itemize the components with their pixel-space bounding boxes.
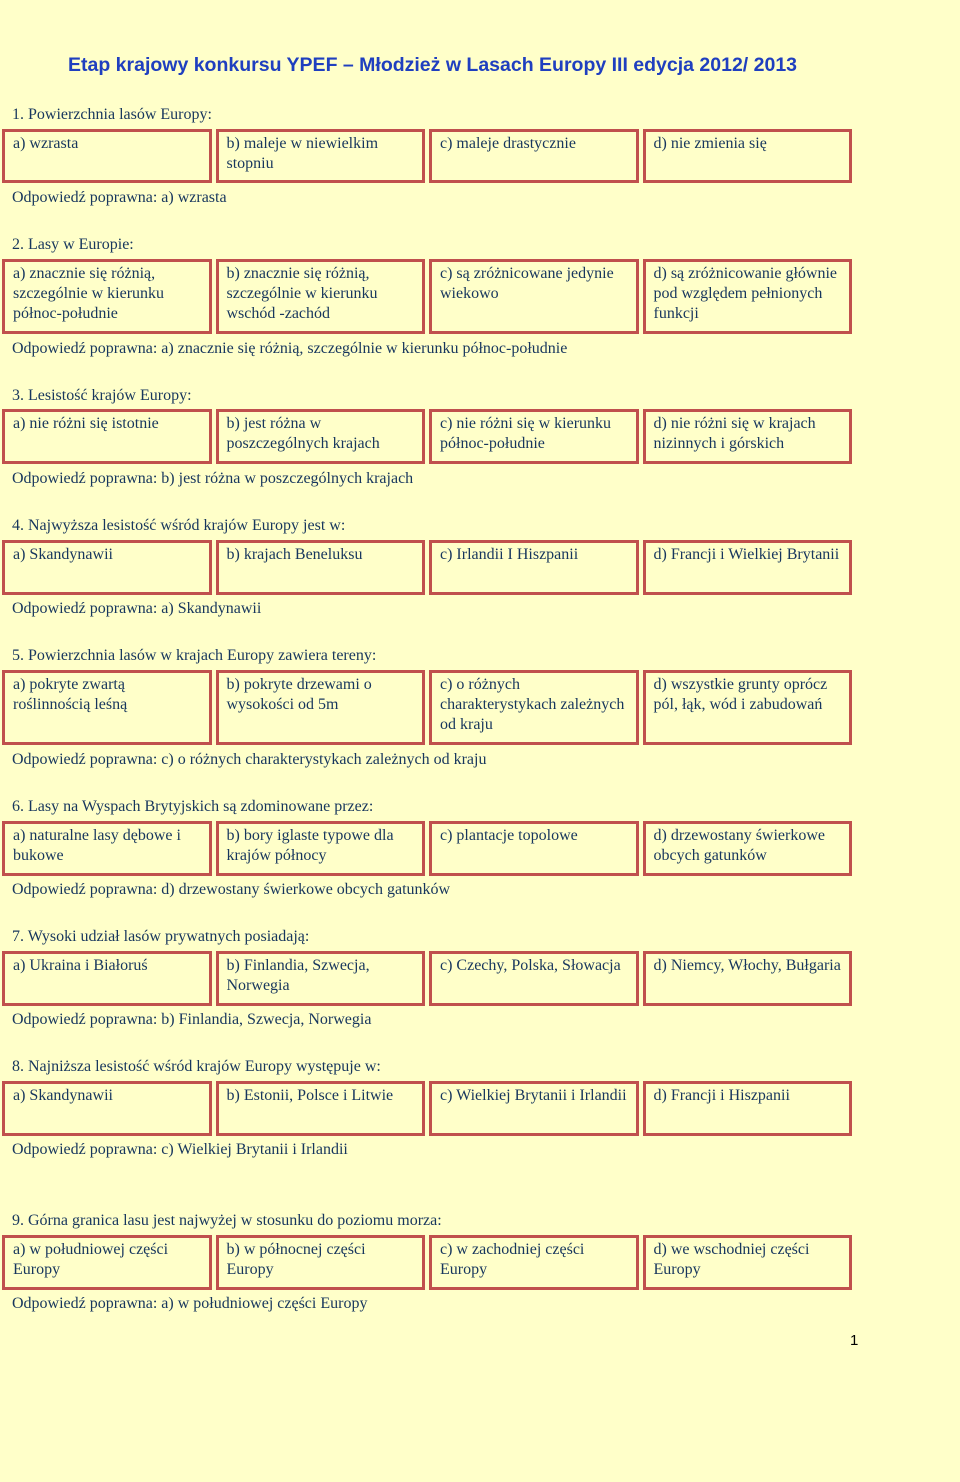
option-1d: d) nie zmienia się: [643, 129, 853, 183]
option-6a: a) naturalne lasy dębowe i bukowe: [2, 821, 212, 876]
option-3a: a) nie różni się istotnie: [2, 409, 212, 464]
option-8b: b) Estonii, Polsce i Litwie: [216, 1081, 426, 1136]
option-7d: d) Niemcy, Włochy, Bułgaria: [643, 951, 853, 1006]
option-4c: c) Irlandii I Hiszpanii: [429, 540, 639, 595]
option-3b: b) jest różna w poszczególnych krajach: [216, 409, 426, 464]
option-7a: a) Ukraina i Białoruś: [2, 951, 212, 1006]
question-5: 5. Powierzchnia lasów w krajach Europy zawiera tereny:: [12, 647, 377, 664]
answer-3: Odpowiedź poprawna: b) jest różna w poszczególnych krajach: [12, 470, 414, 487]
question-1: 1. Powierzchnia lasów Europy:: [12, 106, 212, 123]
question-7: 7. Wysoki udział lasów prywatnych posiadają:: [12, 928, 310, 945]
page-title: Etap krajowy konkursu YPEF – Młodzież w Lasach Europy III edycja 2012/ 2013: [68, 54, 798, 76]
answer-1: Odpowiedź poprawna: a) wzrasta: [12, 189, 227, 206]
options-row-6: [2, 821, 852, 876]
question-6: 6. Lasy na Wyspach Brytyjskich są zdominowane przez:: [12, 798, 374, 815]
answer-9: Odpowiedź poprawna: a) w południowej części Europy: [12, 1295, 368, 1312]
option-9c: c) w zachodniej części Europy: [429, 1235, 639, 1290]
option-8c: c) Wielkiej Brytanii i Irlandii: [429, 1081, 639, 1136]
option-1b: b) maleje w niewielkim stopniu: [216, 129, 426, 183]
options-row-3: [2, 409, 852, 464]
question-4: 4. Najwyższa lesistość wśród krajów Europy jest w:: [12, 517, 346, 534]
option-2a: a) znacznie się różnią, szczególnie w kierunku północ-południe: [2, 259, 212, 334]
options-row-2: [2, 259, 852, 334]
answer-8: Odpowiedź poprawna: c) Wielkiej Brytanii i Irlandii: [12, 1141, 348, 1158]
answer-4: Odpowiedź poprawna: a) Skandynawii: [12, 600, 262, 617]
answer-2: Odpowiedź poprawna: a) znacznie się różnią, szczególnie w kierunku północ-południe: [12, 340, 568, 357]
option-5b: b) pokryte drzewami o wysokości od 5m: [216, 670, 426, 745]
option-2c: c) są zróżnicowane jedynie wiekowo: [429, 259, 639, 334]
options-row-7: [2, 951, 852, 1006]
question-8: 8. Najniższa lesistość wśród krajów Europy występuje w:: [12, 1058, 381, 1075]
option-7c: c) Czechy, Polska, Słowacja: [429, 951, 639, 1006]
answer-5: Odpowiedź poprawna: c) o różnych charakterystykach zależnych od kraju: [12, 751, 487, 768]
question-2: 2. Lasy w Europie:: [12, 236, 134, 253]
page-number: 1: [850, 1332, 859, 1349]
option-8a: a) Skandynawii: [2, 1081, 212, 1136]
question-9: 9. Górna granica lasu jest najwyżej w stosunku do poziomu morza:: [12, 1212, 442, 1229]
option-9d: d) we wschodniej części Europy: [643, 1235, 853, 1290]
options-row-5: [2, 670, 852, 745]
option-1c: c) maleje drastycznie: [429, 129, 639, 183]
option-5c: c) o różnych charakterystykach zależnych od kraju: [429, 670, 639, 745]
option-3c: c) nie różni się w kierunku północ-południe: [429, 409, 639, 464]
option-3d: d) nie różni się w krajach nizinnych i górskich: [643, 409, 853, 464]
answer-7: Odpowiedź poprawna: b) Finlandia, Szwecja, Norwegia: [12, 1011, 372, 1028]
options-row-9: [2, 1235, 852, 1290]
option-4b: b) krajach Beneluksu: [216, 540, 426, 595]
option-2d: d) są zróżnicowanie głównie pod względem pełnionych funkcji: [643, 259, 853, 334]
option-7b: b) Finlandia, Szwecja, Norwegia: [216, 951, 426, 1006]
option-8d: d) Francji i Hiszpanii: [643, 1081, 853, 1136]
option-9b: b) w północnej części Europy: [216, 1235, 426, 1290]
answer-6: Odpowiedź poprawna: d) drzewostany świerkowe obcych gatunków: [12, 881, 451, 898]
options-row-1: [2, 129, 852, 183]
option-4d: d) Francji i Wielkiej Brytanii: [643, 540, 853, 595]
option-4a: a) Skandynawii: [2, 540, 212, 595]
question-3: 3. Lesistość krajów Europy:: [12, 387, 192, 404]
option-2b: b) znacznie się różnią, szczególnie w kierunku wschód -zachód: [216, 259, 426, 334]
option-6d: d) drzewostany świerkowe obcych gatunków: [643, 821, 853, 876]
option-5a: a) pokryte zwartą roślinnością leśną: [2, 670, 212, 745]
options-row-8: [2, 1081, 852, 1136]
option-6b: b) bory iglaste typowe dla krajów północy: [216, 821, 426, 876]
option-6c: c) plantacje topolowe: [429, 821, 639, 876]
option-9a: a) w południowej części Europy: [2, 1235, 212, 1290]
options-row-4: [2, 540, 852, 595]
option-1a: a) wzrasta: [2, 129, 212, 183]
option-5d: d) wszystkie grunty oprócz pól, łąk, wód i zabudowań: [643, 670, 853, 745]
